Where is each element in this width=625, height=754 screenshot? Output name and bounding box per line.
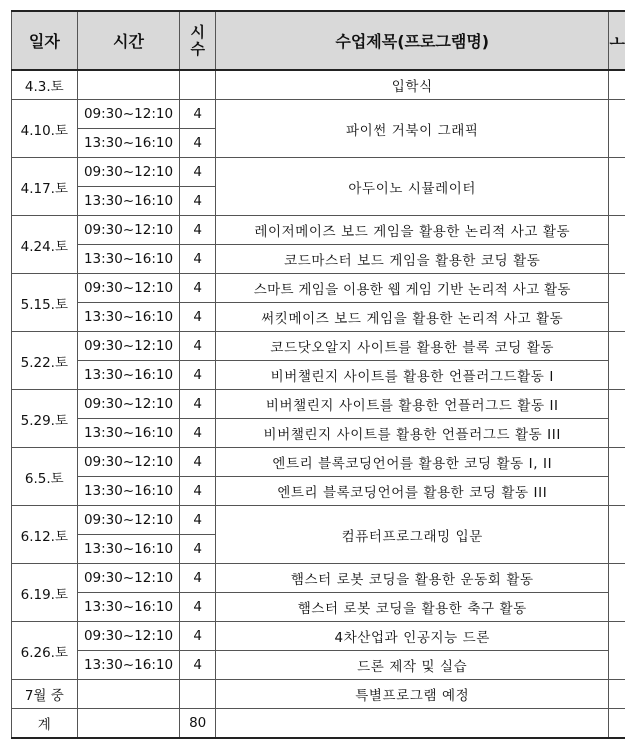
time-cell <box>77 709 180 739</box>
table-row <box>12 680 625 709</box>
header-subject: 수업제목(프로그램명) <box>216 11 609 70</box>
subject-cell: 비버챌린지 사이트를 활용한 언플러그드 활동 II <box>216 390 609 419</box>
time-cell: 09:30~12:10 <box>77 332 180 361</box>
stub-cell <box>609 680 625 709</box>
table-row <box>12 216 625 245</box>
stub-cell <box>609 332 625 390</box>
table-row <box>12 361 625 390</box>
time-cell: 13:30~16:10 <box>77 477 180 506</box>
header-row <box>12 11 625 70</box>
stub-cell <box>609 274 625 332</box>
header-hours <box>180 11 216 70</box>
table-row <box>12 477 625 506</box>
hours-cell: 4 <box>180 245 216 274</box>
date-cell: 7월 중 <box>12 680 78 709</box>
table-row <box>12 564 625 593</box>
time-cell: 13:30~16:10 <box>77 245 180 274</box>
hours-cell: 4 <box>180 448 216 477</box>
subject-cell: 4차산업과 인공지능 드론 <box>216 622 609 651</box>
hours-cell: 4 <box>180 419 216 448</box>
date-cell: 4.17.토 <box>12 158 78 216</box>
subject-cell: 코드닷오알지 사이트를 활용한 블록 코딩 활동 <box>216 332 609 361</box>
hours-cell: 4 <box>180 361 216 390</box>
table-row <box>12 419 625 448</box>
table-row <box>12 158 625 187</box>
hours-cell: 4 <box>180 622 216 651</box>
table-row <box>12 390 625 419</box>
table-row <box>12 448 625 477</box>
hours-cell: 4 <box>180 187 216 216</box>
table-row <box>12 332 625 361</box>
hours-cell: 4 <box>180 274 216 303</box>
hours-cell: 4 <box>180 303 216 332</box>
table-row <box>12 274 625 303</box>
subject-cell: 코드마스터 보드 게임을 활용한 코딩 활동 <box>216 245 609 274</box>
subject-cell: 엔트리 블록코딩언어를 활용한 코딩 활동 III <box>216 477 609 506</box>
hours-cell: 4 <box>180 129 216 158</box>
time-cell <box>77 680 180 709</box>
date-cell: 4.24.토 <box>12 216 78 274</box>
time-cell <box>77 70 180 100</box>
hours-cell: 4 <box>180 100 216 129</box>
subject-cell: 레이저메이즈 보드 게임을 활용한 논리적 사고 활동 <box>216 216 609 245</box>
table-row <box>12 245 625 274</box>
header-hours-line1: 시 <box>190 22 205 41</box>
subject-cell: 아두이노 시뮬레이터 <box>216 158 609 216</box>
hours-cell: 4 <box>180 506 216 535</box>
table-row <box>12 303 625 332</box>
time-cell: 09:30~12:10 <box>77 622 180 651</box>
hours-cell: 4 <box>180 216 216 245</box>
stub-cell <box>609 158 625 216</box>
stub-cell <box>609 506 625 564</box>
time-cell: 13:30~16:10 <box>77 361 180 390</box>
table-row <box>12 100 625 129</box>
hours-cell: 4 <box>180 564 216 593</box>
total-row <box>12 709 625 739</box>
stub-cell <box>609 709 625 739</box>
subject-cell: 비버챌린지 사이트를 활용한 언플러그드 활동 III <box>216 419 609 448</box>
stub-cell <box>609 622 625 680</box>
time-cell: 13:30~16:10 <box>77 303 180 332</box>
hours-cell: 4 <box>180 593 216 622</box>
time-cell: 13:30~16:10 <box>77 535 180 564</box>
stub-cell <box>609 564 625 622</box>
time-cell: 13:30~16:10 <box>77 129 180 158</box>
table-row <box>12 622 625 651</box>
subject-cell: 파이썬 거북이 그래픽 <box>216 100 609 158</box>
table-row <box>12 593 625 622</box>
subject-cell: 컴퓨터프로그래밍 입문 <box>216 506 609 564</box>
stub-cell <box>609 100 625 158</box>
time-cell: 13:30~16:10 <box>77 593 180 622</box>
stub-cell <box>609 448 625 506</box>
time-cell: 09:30~12:10 <box>77 216 180 245</box>
table-row <box>12 506 625 535</box>
subject-cell <box>216 709 609 739</box>
subject-cell: 써킷메이즈 보드 게임을 활용한 논리적 사고 활동 <box>216 303 609 332</box>
time-cell: 09:30~12:10 <box>77 158 180 187</box>
hours-cell: 4 <box>180 390 216 419</box>
subject-cell: 드론 제작 및 실습 <box>216 651 609 680</box>
hours-cell: 4 <box>180 158 216 187</box>
hours-cell: 4 <box>180 332 216 361</box>
hours-cell: 4 <box>180 477 216 506</box>
hours-cell: 4 <box>180 535 216 564</box>
hours-cell <box>180 70 216 100</box>
time-cell: 09:30~12:10 <box>77 390 180 419</box>
subject-cell: 입학식 <box>216 70 609 100</box>
date-cell: 5.15.토 <box>12 274 78 332</box>
total-label: 계 <box>12 709 78 739</box>
time-cell: 09:30~12:10 <box>77 274 180 303</box>
total-hours: 80 <box>180 709 216 739</box>
time-cell: 13:30~16:10 <box>77 187 180 216</box>
time-cell: 09:30~12:10 <box>77 506 180 535</box>
time-cell: 13:30~16:10 <box>77 651 180 680</box>
time-cell: 13:30~16:10 <box>77 419 180 448</box>
table-row <box>12 651 625 680</box>
subject-cell: 비버챌린지 사이트를 활용한 언플러그드활동 I <box>216 361 609 390</box>
stub-cell <box>609 216 625 274</box>
date-cell: 6.5.토 <box>12 448 78 506</box>
date-cell: 6.12.토 <box>12 506 78 564</box>
header-time: 시간 <box>77 11 180 70</box>
time-cell: 09:30~12:10 <box>77 564 180 593</box>
subject-cell: 특별프로그램 예정 <box>216 680 609 709</box>
time-cell: 09:30~12:10 <box>77 100 180 129</box>
date-cell: 6.26.토 <box>12 622 78 680</box>
subject-cell: 햄스터 로봇 코딩을 활용한 축구 활동 <box>216 593 609 622</box>
subject-cell: 햄스터 로봇 코딩을 활용한 운동회 활동 <box>216 564 609 593</box>
date-cell: 4.3.토 <box>12 70 78 100</box>
subject-cell: 엔트리 블록코딩언어를 활용한 코딩 활동 I, II <box>216 448 609 477</box>
header-date: 일자 <box>12 11 78 70</box>
time-cell: 09:30~12:10 <box>77 448 180 477</box>
stub-cell <box>609 390 625 448</box>
date-cell: 5.29.토 <box>12 390 78 448</box>
header-extra: ㅗ <box>609 11 625 70</box>
schedule-table <box>11 10 625 739</box>
date-cell: 5.22.토 <box>12 332 78 390</box>
table-row <box>12 70 625 100</box>
date-cell: 6.19.토 <box>12 564 78 622</box>
header-hours-line2: 수 <box>190 39 205 58</box>
stub-cell <box>609 70 625 100</box>
date-cell: 4.10.토 <box>12 100 78 158</box>
hours-cell: 4 <box>180 651 216 680</box>
hours-cell <box>180 680 216 709</box>
subject-cell: 스마트 게임을 이용한 웹 게임 기반 논리적 사고 활동 <box>216 274 609 303</box>
